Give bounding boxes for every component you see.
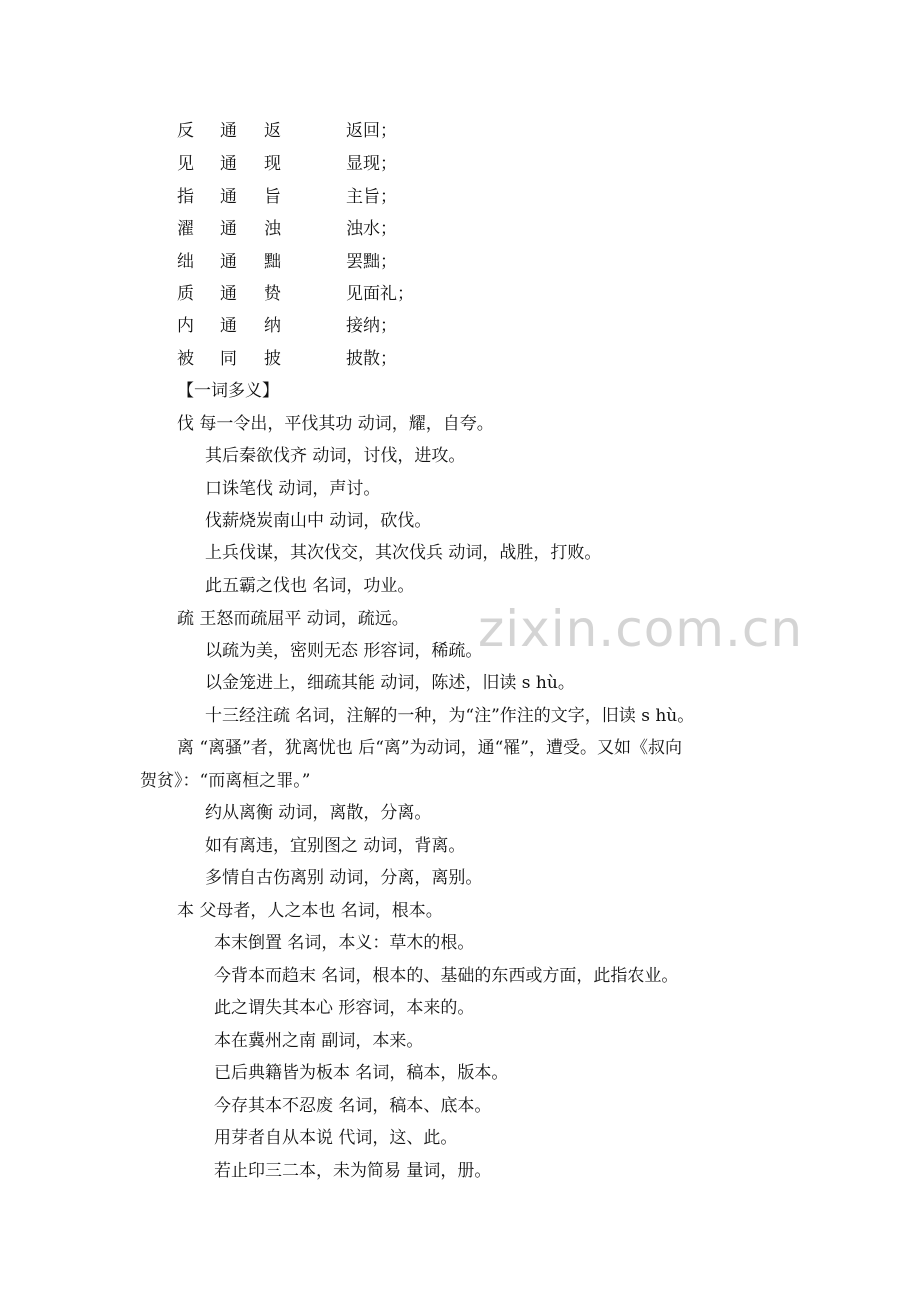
tongjia-char: 被 <box>177 349 194 369</box>
entry-line: 伐薪烧炭南山中 动词，砍伐。 <box>205 511 432 531</box>
tongjia-relation: 通 <box>220 154 237 174</box>
tongjia-meaning: 主旨； <box>346 187 397 207</box>
entry-line: 多情自古伤离别 动词，分离，离别。 <box>205 868 483 888</box>
entry-line: 本末倒置 名词，本义：草木的根。 <box>214 933 475 953</box>
tongjia-meaning: 浊水； <box>346 219 397 239</box>
tongjia-char: 指 <box>177 187 194 207</box>
entry-line: 今背本而趋末 名词，根本的、基础的东西或方面，此指农业。 <box>214 966 679 986</box>
entry-line: 若止印三二本，未为简易 量词，册。 <box>214 1161 492 1181</box>
entry-line: 口诛笔伐 动词，声讨。 <box>205 479 381 499</box>
tongjia-meaning: 披散； <box>346 349 397 369</box>
tongjia-relation: 通 <box>220 219 237 239</box>
tongjia-relation: 通 <box>220 121 237 141</box>
entry-line: 用芽者自从本说 代词，这、此。 <box>214 1128 458 1148</box>
entry-line: 如有离违，宜别图之 动词，背离。 <box>205 836 466 856</box>
tongjia-meaning: 接纳； <box>346 316 397 336</box>
tongjia-relation: 通 <box>220 252 237 272</box>
entry-line: 此之谓失其本心 形容词，本来的。 <box>214 998 475 1018</box>
entry-line: 本在冀州之南 副词，本来。 <box>214 1031 424 1051</box>
entry-line: 以疏为美，密则无态 形容词，稀疏。 <box>205 641 483 661</box>
entry-line: 其后秦欲伐齐 动词，讨伐，进攻。 <box>205 446 466 466</box>
tongjia-target: 浊 <box>264 219 281 239</box>
tongjia-meaning: 显现； <box>346 154 397 174</box>
tongjia-char: 濯 <box>177 219 194 239</box>
entry-line: 此五霸之伐也 名词，功业。 <box>205 576 415 596</box>
watermark: zixin.com.cn <box>478 600 804 658</box>
tongjia-meaning: 罢黜； <box>346 252 397 272</box>
entry-line: 十三经注疏 名词，注解的一种，为“注”作注的文字，旧读 s hù。 <box>205 706 695 726</box>
entry-line: 离 “离骚”者，犹离忧也 后“离”为动词，通“罹”，遭受。又如《叔向 <box>177 738 682 758</box>
entry-line: 约从离衡 动词，离散，分离。 <box>205 803 432 823</box>
tongjia-char: 绌 <box>177 252 194 272</box>
tongjia-target: 返 <box>264 121 281 141</box>
tongjia-relation: 通 <box>220 316 237 336</box>
entry-line: 本 父母者，人之本也 名词，根本。 <box>177 901 443 921</box>
section-title: 【一词多义】 <box>177 381 279 401</box>
entry-line: 已后典籍皆为板本 名词，稿本，版本。 <box>214 1063 509 1083</box>
tongjia-meaning: 见面礼； <box>346 284 414 304</box>
tongjia-relation: 同 <box>220 349 237 369</box>
tongjia-char: 质 <box>177 284 194 304</box>
entry-line: 伐 每一令出，平伐其功 动词，耀，自夸。 <box>177 414 494 434</box>
entry-line: 今存其本不忍废 名词，稿本、底本。 <box>214 1096 492 1116</box>
tongjia-target: 纳 <box>264 316 281 336</box>
entry-line: 贺贫》：“而离桓之罪。” <box>140 771 311 791</box>
tongjia-relation: 通 <box>220 284 237 304</box>
tongjia-char: 内 <box>177 316 194 336</box>
entry-line: 以金笼进上，细疏其能 动词，陈述，旧读 s hù。 <box>205 673 575 693</box>
tongjia-target: 现 <box>264 154 281 174</box>
tongjia-meaning: 返回； <box>346 121 397 141</box>
entry-line: 疏 王怒而疏屈平 动词，疏远。 <box>177 609 409 629</box>
entry-line: 上兵伐谋，其次伐交，其次伐兵 动词，战胜，打败。 <box>205 543 602 563</box>
tongjia-char: 反 <box>177 121 194 141</box>
tongjia-target: 黜 <box>264 252 281 272</box>
tongjia-target: 旨 <box>264 187 281 207</box>
tongjia-target: 贽 <box>264 284 281 304</box>
tongjia-char: 见 <box>177 154 194 174</box>
tongjia-target: 披 <box>264 349 281 369</box>
tongjia-relation: 通 <box>220 187 237 207</box>
